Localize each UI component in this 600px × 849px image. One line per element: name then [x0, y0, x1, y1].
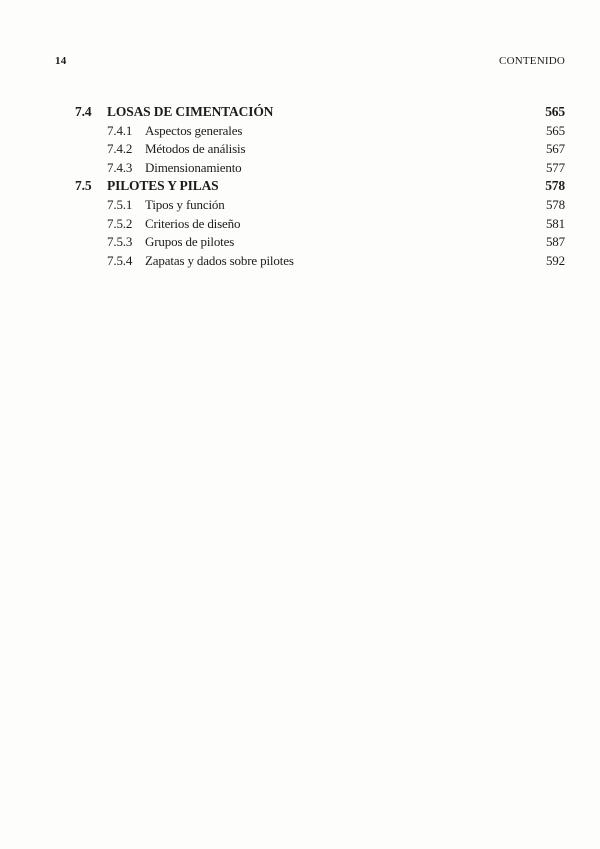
toc-entry: [75, 233, 565, 252]
toc-entry-number: 7.5.1: [107, 196, 133, 212]
toc-entry-number: 7.5.2: [107, 215, 133, 231]
toc-entry: [75, 177, 565, 196]
toc-entry-page: 578: [545, 196, 565, 212]
toc-entry-page: 577: [545, 159, 565, 175]
toc-entry-number: 7.4.3: [107, 159, 133, 175]
toc-entry-number: 7.5.4: [107, 252, 133, 268]
toc-entry: [75, 215, 565, 234]
toc-entry-title: Aspectos generales: [145, 122, 243, 138]
toc-entry-title: Criterios de diseño: [145, 215, 241, 231]
toc-entry-number: 7.4: [75, 104, 92, 119]
toc-entry-title: PILOTES Y PILAS: [107, 178, 219, 194]
toc-entry: [75, 140, 565, 159]
toc-entry-title: Tipos y función: [145, 196, 225, 212]
toc-entry-page: 565: [545, 104, 565, 119]
toc-list: [75, 103, 565, 270]
page-header: [55, 55, 565, 67]
toc-entry-title: LOSAS DE CIMENTACIÓN: [107, 104, 274, 119]
toc-entry-title: Dimensionamiento: [145, 159, 242, 175]
toc-entry-number: 7.5: [75, 178, 92, 194]
toc-entry-title: Zapatas y dados sobre pilotes: [145, 252, 294, 268]
toc-entry-page: 567: [545, 141, 565, 157]
toc-entry-number: 7.4.1: [107, 122, 133, 138]
toc-entry-page: 587: [545, 234, 565, 250]
toc-entry-number: 7.4.2: [107, 141, 133, 157]
toc-entry: [75, 252, 565, 271]
toc-entry: [75, 122, 565, 141]
toc-entry: [75, 159, 565, 178]
toc-entry-title: Grupos de pilotes: [145, 234, 235, 250]
toc-entry-page: 578: [545, 178, 565, 194]
toc-entry-page: 565: [545, 122, 565, 138]
toc-entry-page: 592: [545, 252, 565, 268]
toc-entry-page: 581: [545, 215, 565, 231]
page-folio: 14: [55, 55, 67, 67]
toc-entry: [75, 196, 565, 215]
running-head: CONTENIDO: [499, 55, 565, 67]
toc-entry-title: Métodos de análisis: [145, 141, 246, 157]
toc-entry: [75, 103, 565, 122]
toc-entry-number: 7.5.3: [107, 234, 133, 250]
